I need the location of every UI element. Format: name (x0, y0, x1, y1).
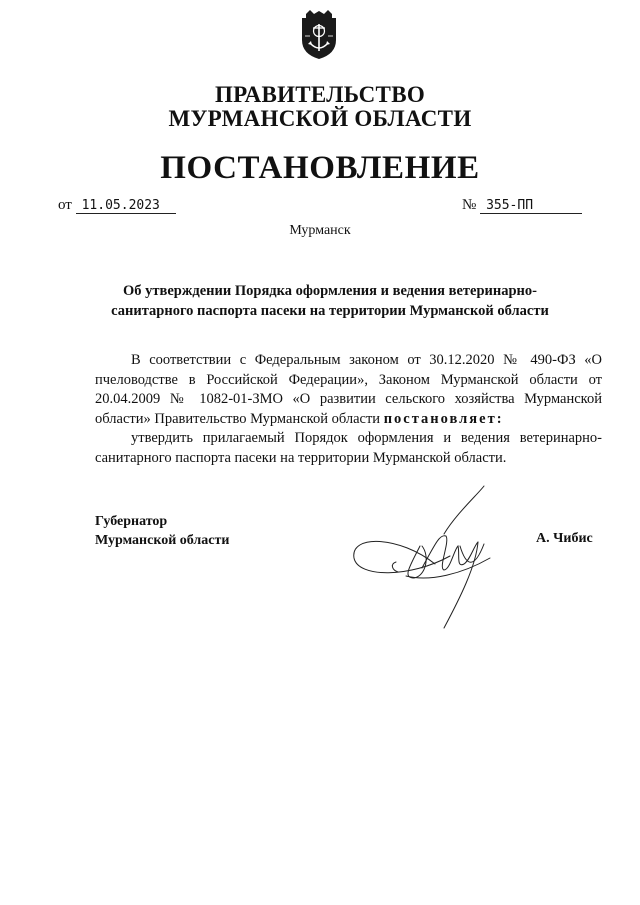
document-subject (100, 281, 560, 321)
document-body (95, 351, 602, 468)
subject-line2: санитарного паспорта пасеки на территории Мурманской области (111, 303, 549, 319)
signatory-title-line2: Мурманской области (95, 533, 230, 548)
date-value: 11.05.2023 (76, 198, 176, 214)
date-prefix: от (58, 197, 72, 213)
handwritten-signature-icon (340, 476, 510, 636)
coat-of-arms-icon (300, 10, 338, 60)
resolution-keyword: постановляет: (383, 410, 504, 427)
city-name: Мурманск (289, 223, 351, 238)
subject-line1: Об утверждении Порядка оформления и ведения ветеринарно- (123, 283, 537, 299)
signatory-title-line1: Губернатор (95, 514, 168, 529)
document-date (58, 197, 176, 214)
org-name-line1: ПРАВИТЕЛЬСТВО (214, 82, 426, 107)
org-name-line2: МУРМАНСКОЙ ОБЛАСТИ (168, 106, 472, 131)
body-paragraph-1-text: В соответствии с Федеральным законом от 30.12.2020 № 490-ФЗ «О пчеловодстве в Российской Федерации», Законом Мурманской области от 20.04.2009 № 1082-01-ЗМО «О развитии сельского хозяйства Мурманской области» Правительство Мурманской области (95, 352, 602, 427)
document-type-title: ПОСТАНОВЛЕНИЕ (160, 150, 480, 186)
body-paragraph-2: утвердить прилагаемый Порядок оформления и ведения ветеринарно-санитарного паспорта пасеки на территории Мурманской области. (95, 430, 602, 466)
body-paragraph-1 (95, 351, 602, 429)
signatory-name: А. Чибис (536, 531, 593, 546)
document-number (462, 197, 582, 214)
number-value: 355-ПП (480, 198, 582, 214)
number-prefix: № (462, 197, 477, 213)
signatory-title (95, 512, 229, 550)
